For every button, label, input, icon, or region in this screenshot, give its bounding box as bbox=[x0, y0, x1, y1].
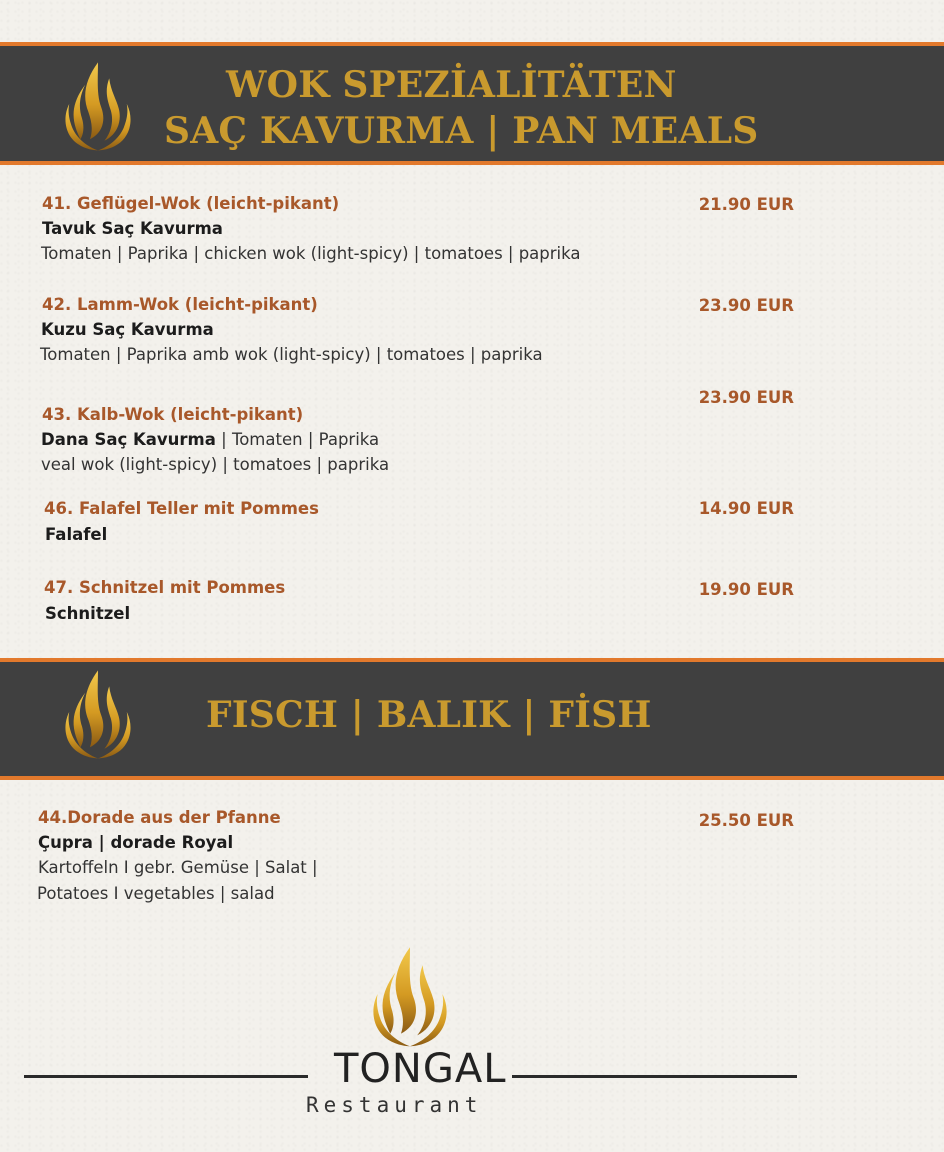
section-title-line1: WOK SPEZİALİTÄTEN bbox=[226, 64, 677, 106]
flame-logo-icon bbox=[365, 940, 455, 1048]
footer-divider-right bbox=[512, 1075, 797, 1078]
item-name: 41. Geflügel-Wok (leicht-pikant) bbox=[42, 194, 340, 213]
item-subtitle-line bbox=[41, 430, 379, 449]
item-description: veal wok (light-spicy) | tomatoes | paprika bbox=[41, 455, 390, 474]
section-header-fish bbox=[0, 658, 944, 780]
item-description: Potatoes I vegetables | salad bbox=[37, 884, 275, 903]
item-subtitle: Falafel bbox=[45, 525, 108, 544]
item-price: 25.50 EUR bbox=[698, 811, 794, 830]
item-description: Tomaten | Paprika | chicken wok (light-spicy) | tomatoes | paprika bbox=[41, 244, 581, 263]
section-title: FISCH | BALIK | FİSH bbox=[206, 694, 652, 736]
item-price: 21.90 EUR bbox=[698, 195, 794, 214]
item-name: 42. Lamm-Wok (leicht-pikant) bbox=[42, 295, 318, 314]
brand-subtitle: Restaurant bbox=[306, 1093, 483, 1117]
item-price: 23.90 EUR bbox=[698, 296, 794, 315]
flame-logo-icon bbox=[58, 662, 138, 762]
section-header-wok bbox=[0, 42, 944, 165]
item-subtitle: Tavuk Saç Kavurma bbox=[42, 219, 223, 238]
item-subtitle: Çupra | dorade Royal bbox=[38, 833, 234, 852]
item-name: 47. Schnitzel mit Pommes bbox=[44, 578, 286, 597]
item-description: Tomaten | Paprika amb wok (light-spicy) | tomatoes | paprika bbox=[40, 345, 543, 364]
section-title-line2: SAÇ KAVURMA | PAN MEALS bbox=[164, 110, 759, 152]
flame-logo-icon bbox=[58, 54, 138, 154]
item-price: 23.90 EUR bbox=[698, 388, 794, 407]
item-name: 43. Kalb-Wok (leicht-pikant) bbox=[42, 405, 304, 424]
item-description-inline: | Tomaten | Paprika bbox=[215, 430, 380, 449]
brand-name: TONGAL bbox=[334, 1046, 507, 1092]
item-name: 44.Dorade aus der Pfanne bbox=[38, 808, 281, 827]
item-description: Kartoffeln I gebr. Gemüse | Salat | bbox=[38, 858, 318, 877]
item-name: 46. Falafel Teller mit Pommes bbox=[44, 499, 319, 518]
footer-divider-left bbox=[24, 1075, 308, 1078]
item-subtitle: Kuzu Saç Kavurma bbox=[41, 320, 214, 339]
item-price: 19.90 EUR bbox=[698, 580, 794, 599]
item-subtitle: Schnitzel bbox=[45, 604, 131, 623]
item-price: 14.90 EUR bbox=[698, 499, 794, 518]
item-subtitle: Dana Saç Kavurma bbox=[41, 430, 216, 449]
